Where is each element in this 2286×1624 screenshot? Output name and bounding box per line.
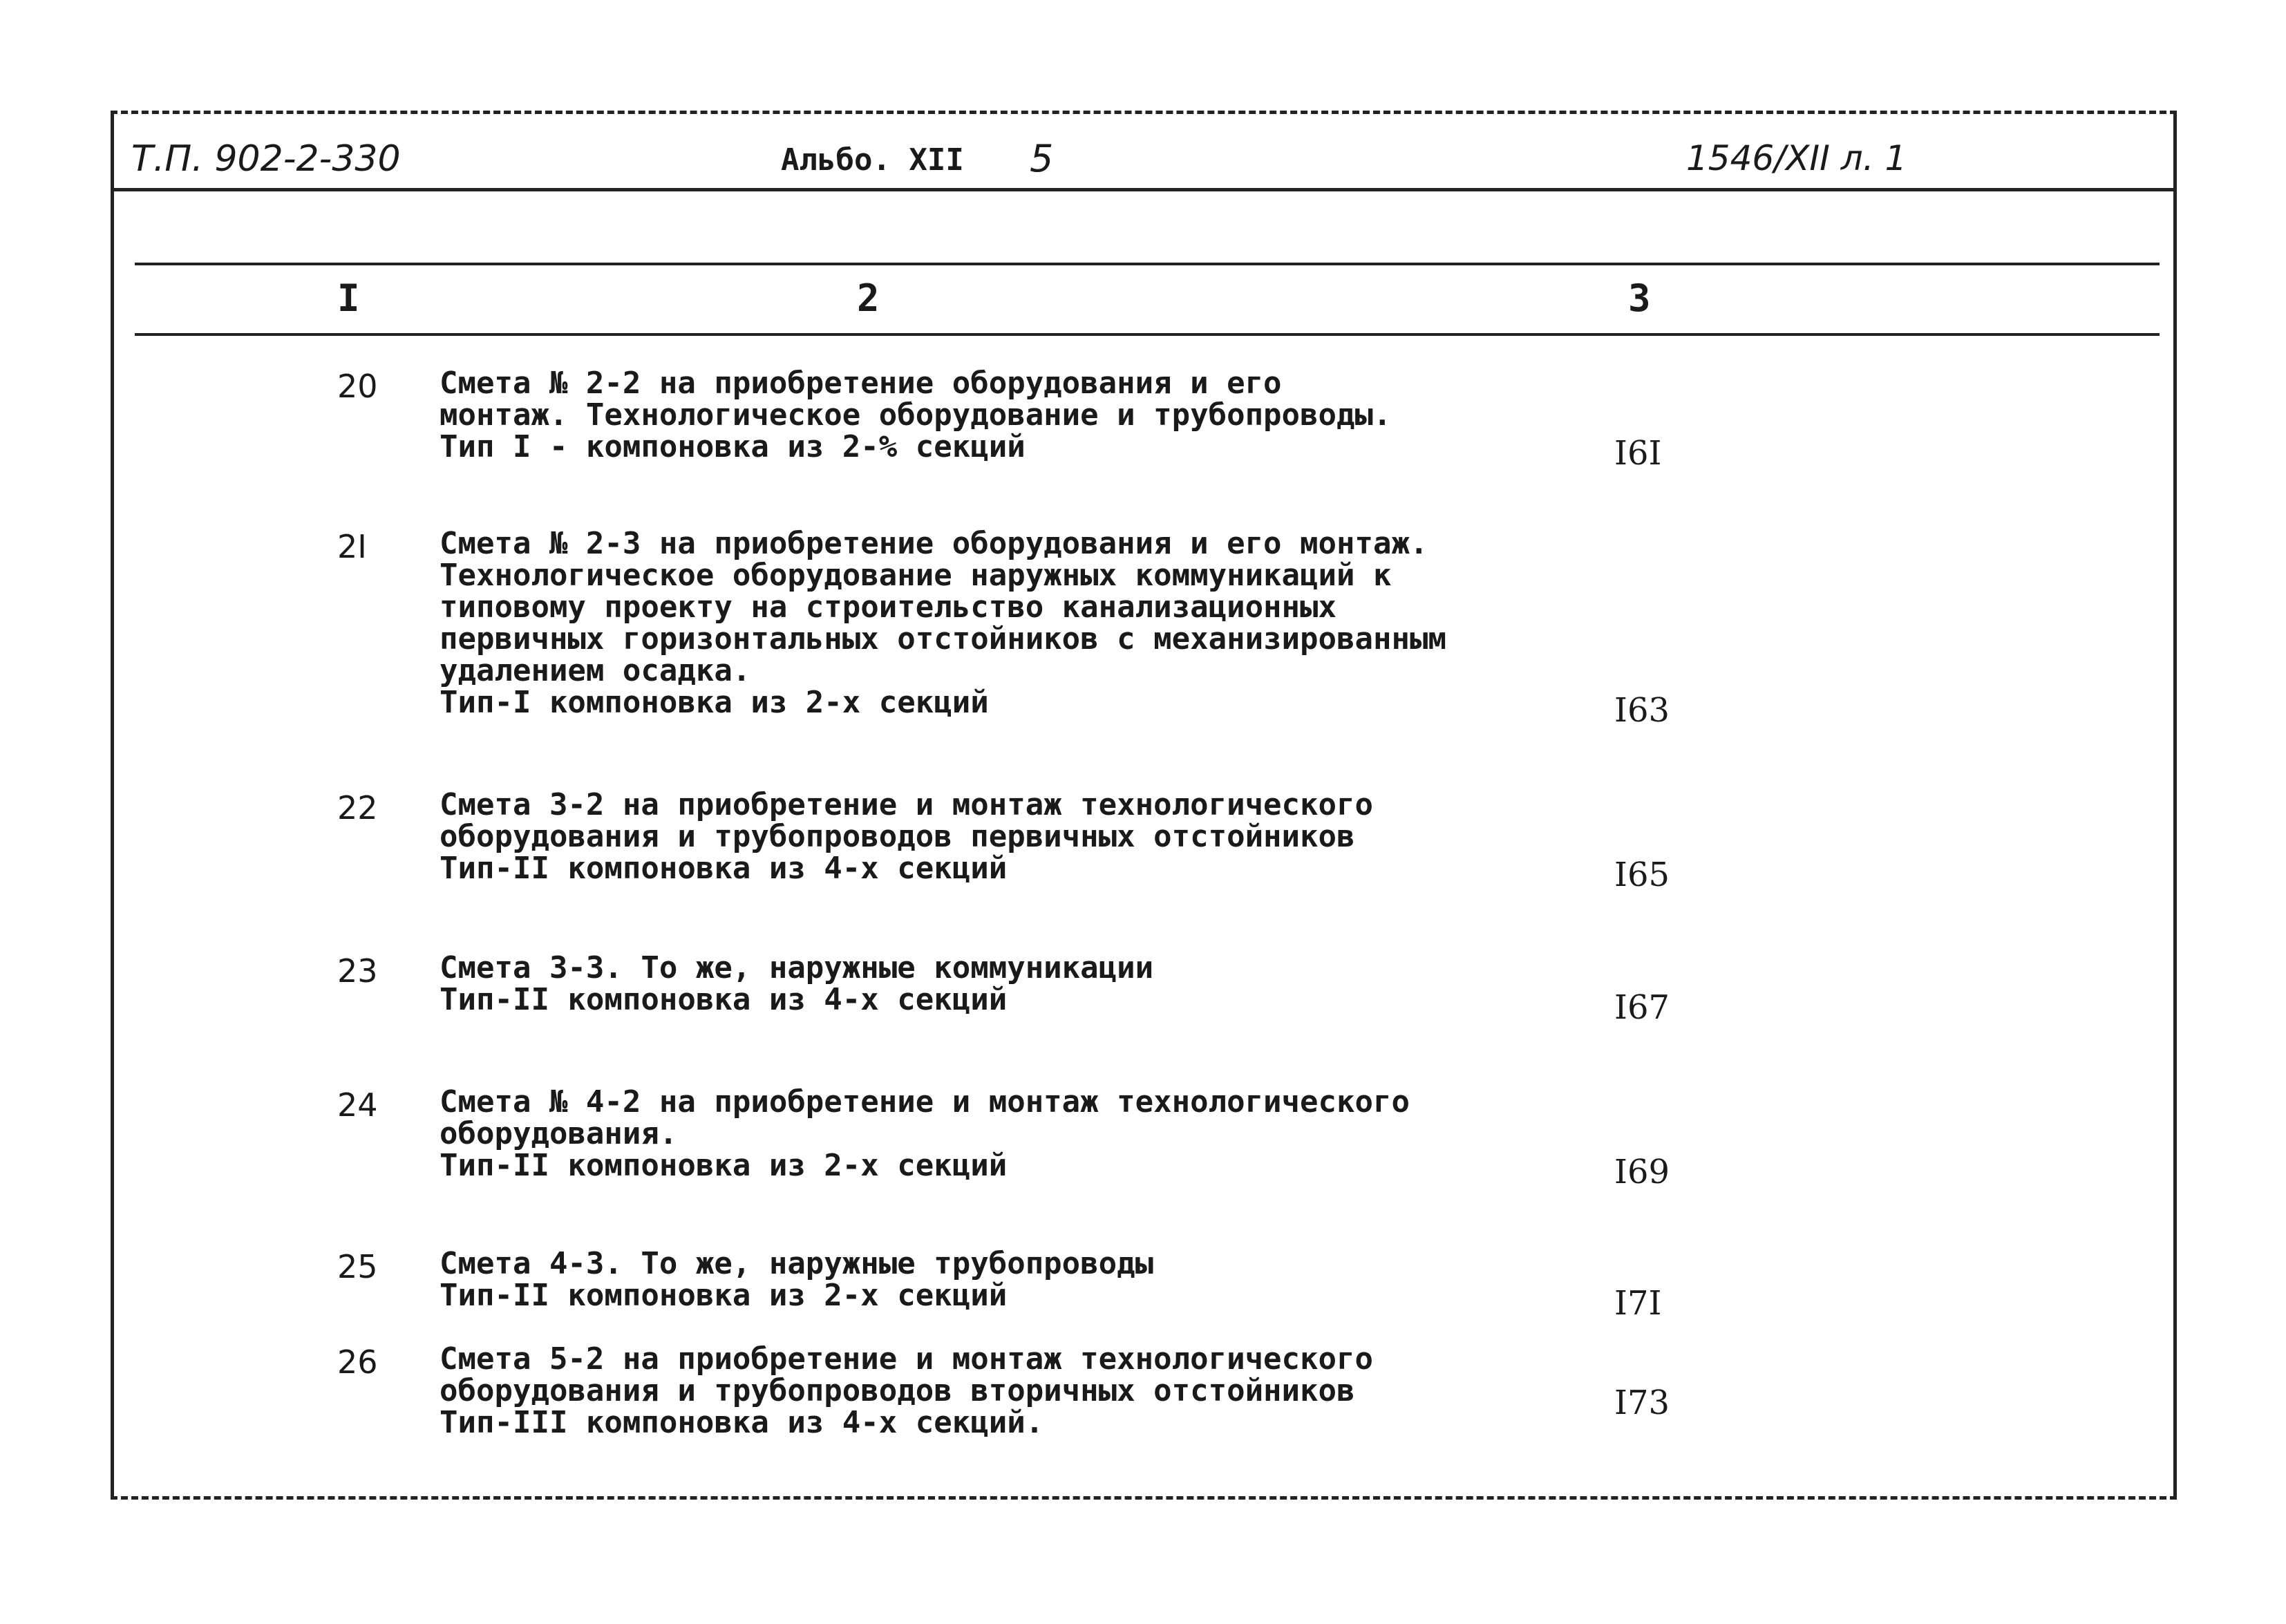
column-header-3: 3	[1628, 276, 1651, 320]
row-page: I63	[1614, 691, 1670, 730]
row-page: I7I	[1614, 1284, 1662, 1323]
row-line: оборудования и трубопроводов первичных отстойников	[440, 819, 1355, 854]
row-line: оборудования и трубопроводов вторичных отстойников	[440, 1373, 1355, 1408]
row-description	[440, 1086, 1559, 1182]
row-line: Смета № 2-2 на приобретение оборудования и его	[440, 366, 1282, 401]
row-line: монтаж. Технологическое оборудование и трубопроводы.	[440, 397, 1392, 433]
row-line: Тип-II компоновка из 2-х секций	[440, 1278, 1008, 1313]
row-line: Смета 3-3. То же, наружные коммуникации	[440, 950, 1154, 985]
header-divider	[111, 188, 2177, 191]
page-number: 5	[1030, 137, 1054, 180]
album-label: Альбо. XII	[781, 142, 964, 178]
column-header-1: I	[337, 276, 360, 320]
row-line: Смета 5-2 на приобретение и монтаж технологического	[440, 1341, 1374, 1377]
column-header-rule	[135, 333, 2160, 336]
row-page: I65	[1614, 856, 1670, 894]
table-top-rule	[135, 263, 2160, 265]
row-line: оборудования.	[440, 1116, 678, 1151]
row-description	[440, 1343, 1559, 1439]
row-number: 24	[337, 1086, 378, 1124]
row-number: 25	[337, 1248, 378, 1285]
row-line: Тип-II компоновка из 4-х секций	[440, 982, 1008, 1017]
row-line: Тип-II компоновка из 2-х секций	[440, 1148, 1008, 1183]
row-page: I67	[1614, 988, 1670, 1027]
row-line: Тип-III компоновка из 4-х секций.	[440, 1405, 1044, 1440]
row-line: Тип-I компоновка из 2-х секций	[440, 685, 989, 720]
row-line: Тип I - компоновка из 2-% секций	[440, 429, 1026, 464]
row-page: I6I	[1614, 434, 1662, 473]
row-line: типовому проекту на строительство канализационных	[440, 589, 1337, 625]
row-description	[440, 952, 1559, 1016]
column-header-2: 2	[857, 276, 880, 320]
row-line: Технологическое оборудование наружных коммуникаций к	[440, 558, 1392, 593]
row-page: I73	[1614, 1384, 1670, 1422]
row-number: 23	[337, 952, 378, 990]
row-number: 26	[337, 1343, 378, 1381]
document-code: Т.П. 902-2-330	[131, 138, 401, 180]
row-line: Смета 4-3. То же, наружные трубопроводы	[440, 1246, 1154, 1281]
row-line: Смета № 4-2 на приобретение и монтаж технологического	[440, 1084, 1410, 1120]
row-number: 2I	[337, 528, 367, 565]
row-line: Тип-II компоновка из 4-х секций	[440, 851, 1008, 886]
row-line: первичных горизонтальных отстойников с механизированным	[440, 621, 1446, 657]
row-line: Смета № 2-3 на приобретение оборудования и его монтаж.	[440, 526, 1428, 561]
row-description	[440, 528, 1559, 719]
row-description	[440, 1248, 1559, 1312]
row-line: Смета 3-2 на приобретение и монтаж технологического	[440, 787, 1374, 822]
row-page: I69	[1614, 1153, 1670, 1191]
row-description	[440, 789, 1559, 885]
row-description	[440, 368, 1559, 463]
inventory-number: 1546/XII л. 1	[1686, 138, 1907, 178]
row-number: 22	[337, 789, 378, 827]
row-number: 20	[337, 368, 378, 405]
row-line: удалением осадка.	[440, 653, 751, 688]
